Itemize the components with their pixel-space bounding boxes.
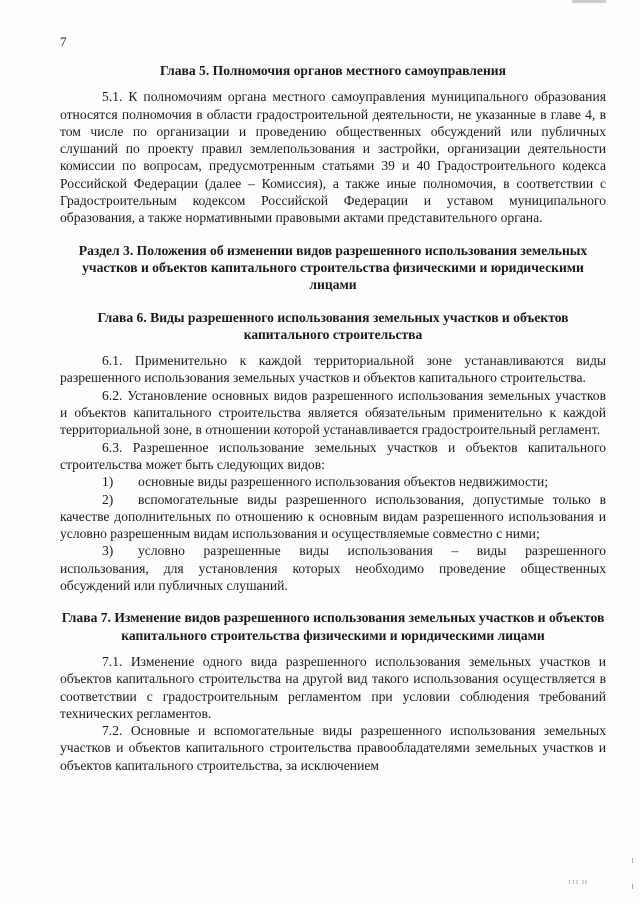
list-item-number: 3) (102, 543, 114, 559)
scan-top-mark (572, 0, 606, 3)
section-heading: Глава 7. Изменение видов разрешенного использования земельных участков и объектов капитального строительства физическими и юридическими лицами (61, 610, 605, 643)
paragraph: 6.1. Применительно к каждой территориальной зоне устанавливаются виды разрешенного использования земельных участков и объектов капитального строительства. (60, 353, 606, 386)
spacer (60, 227, 606, 242)
list-item-number: 1) (102, 474, 114, 490)
paragraph: 6.3. Разрешенное использование земельных участков и объектов капитального строительства может быть следующих видов: (60, 439, 606, 472)
list-item-text: условно разрешенные виды использования – виды разрешенного использования, для установления которых необходимо проведение общественных обсуждений или публичных слушаний. (60, 543, 606, 594)
section-heading: Глава 6. Виды разрешенного использования земельных участков и объектов капитального строительства (97, 309, 569, 342)
paragraph: 5.1. К полномочиям органа местного самоуправления муниципального образования относятся полномочия в области градостроительной деятельности, не указанные в главе 4, в том числе по организации и проведению общественных обсуждений или публичных слушаний по проекту правил землепользования и застройки, организации деятельности комиссии по вопросам, предусмотренным статьями 39 и 40 Градостроительного кодекса Российской Федерации (далее – Комиссия), а также иные полномочия, в соответствии с Градостроительным кодексом Российской Федерации и уставом муниципального образования, а также нормативными правовыми актами представительного органа. (60, 89, 606, 226)
paragraph: 7.2. Основные и вспомогательные виды разрешенного использования земельных участков и объектов капитального строительства правообладателями земельных участков и объектов капитального строительства, за исключением (60, 723, 606, 773)
footer-mark: 111 II (568, 880, 589, 886)
document-body (60, 62, 606, 774)
page-number: 7 (60, 34, 67, 49)
spacer (60, 644, 606, 653)
paragraph: 6.2. Установление основных видов разрешенного использования земельных участков и объектов капитального строительства является обязательным применительно к каждой территориальной зоне, в отношении которой устанавливается градостроительный регламент. (60, 387, 606, 438)
spacer (60, 343, 606, 352)
scan-edge-mark (632, 884, 633, 889)
section-heading: Раздел 3. Положения об изменении видов разрешенного использования земельных участков и объектов капитального строительства физическими и юридическими лицами (78, 242, 588, 293)
spacer (60, 594, 606, 609)
paragraph: 7.1. Изменение одного вида разрешенного использования земельных участков и объектов капитального строительства на другой вид такого использования осуществляется в соответствии с градостроительным регламентом при условии соблюдения требований технических регламентов. (60, 653, 606, 721)
list-item-text: основные виды разрешенного использования объектов недвижимости; (138, 474, 549, 490)
scan-edge-mark (632, 858, 633, 863)
section-heading: Глава 5. Полномочия органов местного самоуправления (159, 63, 506, 78)
list-item-number: 2) (102, 491, 114, 507)
list-item (60, 473, 606, 490)
spacer (60, 294, 606, 309)
list-item (60, 542, 606, 594)
list-item-text: вспомогательные виды разрешенного использования, допустимые только в качестве дополнительных по отношению к основным видам разрешенного использования и условно разрешенным видам использования и осуществляемые совместно с ними; (60, 491, 606, 542)
spacer (60, 79, 606, 88)
list-item (60, 491, 606, 543)
